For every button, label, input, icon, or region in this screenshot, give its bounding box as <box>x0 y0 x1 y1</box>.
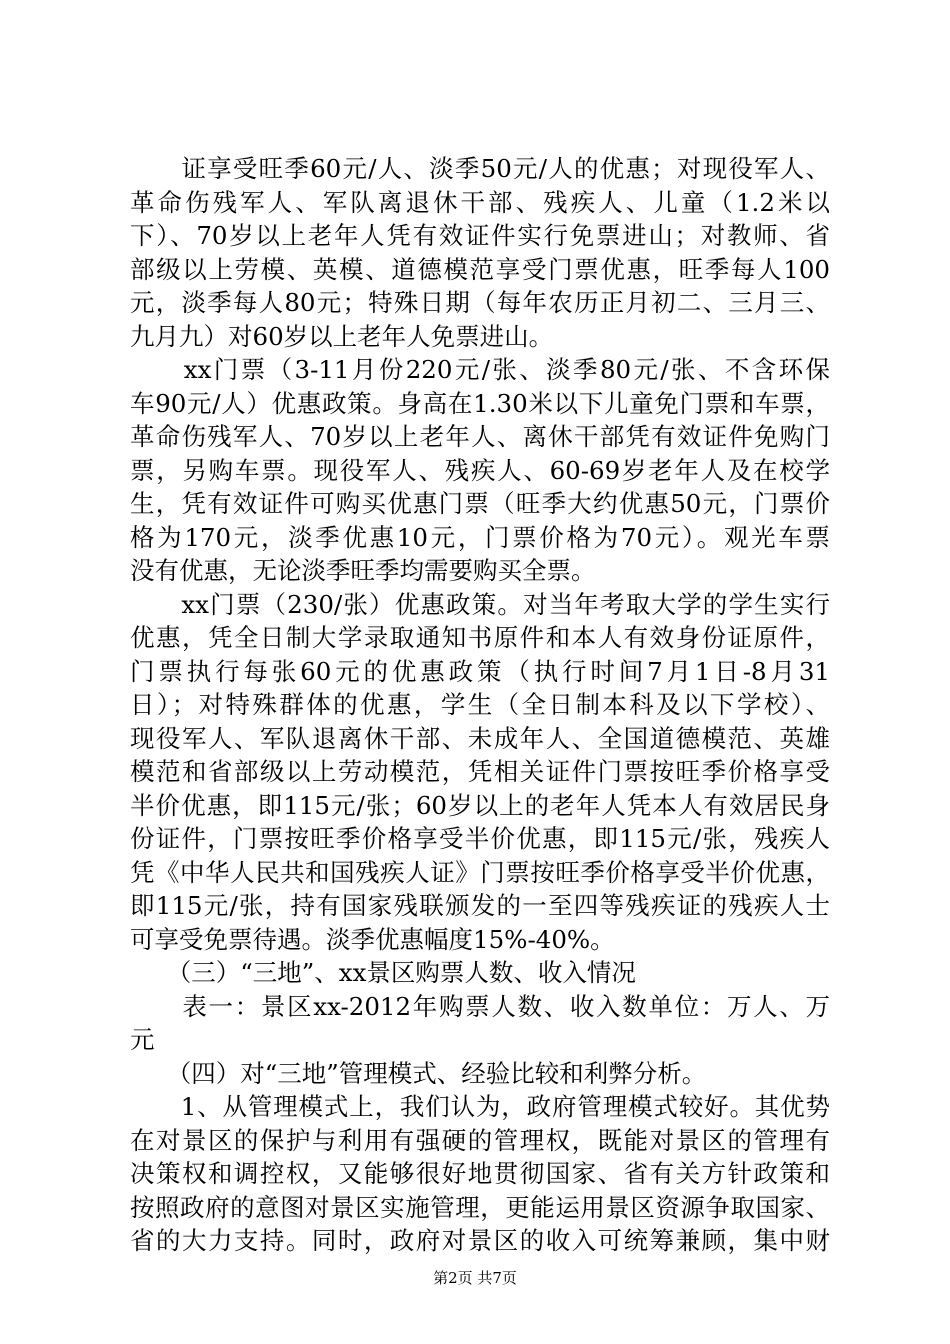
document-body <box>130 152 830 1258</box>
text-line: 票，另购车票。现役军人、残疾人、60-69岁老年人及在校学 <box>130 455 830 485</box>
text-line: 下）、70岁以上老年人凭有效证件实行免票进山；对教师、省 <box>130 221 830 250</box>
page-footer: 第2页 共7页 <box>433 1269 517 1287</box>
text-line: 门票执行每张60元的优惠政策（执行时间7月1日-8月31 <box>130 656 830 686</box>
text-line: （三）“三地”、xx景区购票人数、收入情况 <box>130 958 636 987</box>
text-line: 凭《中华人民共和国残疾人证》门票按旺季价格享受半价优惠， <box>130 857 830 887</box>
text-line: 优惠，凭全日制大学录取通知书原件和本人有效身份证原件， <box>130 623 830 652</box>
text-line: 半价优惠，即115元/张；60岁以上的老年人凭本人有效居民身 <box>130 790 830 820</box>
text-line: 革命伤残军人、70岁以上老年人、离休干部凭有效证件免购门 <box>130 422 830 451</box>
text-line: 九月九）对60岁以上老年人免票进山。 <box>130 321 554 351</box>
text-line: 模范和省部级以上劳动模范，凭相关证件门票按旺季价格享受 <box>130 757 830 786</box>
text-line: 即115元/张，持有国家残联颁发的一至四等残疾证的残疾人士 <box>130 891 830 920</box>
text-line: xx门票（3-11月份220元/张、淡季80元/张、不含环保 <box>130 355 830 384</box>
text-line: 元，淡季每人80元；特殊日期（每年农历正月初二、三月三、 <box>130 288 830 317</box>
text-line: 份证件，门票按旺季价格享受半价优惠，即115元/张，残疾人 <box>130 824 830 853</box>
text-line: 部级以上劳模、英模、道德模范享受门票优惠，旺季每人100 <box>130 254 830 284</box>
text-line: 在对景区的保护与利用有强硬的管理权，既能对景区的管理有 <box>130 1125 830 1155</box>
text-line: 省的大力支持。同时，政府对景区的收入可统筹兼顾，集中财 <box>130 1226 830 1255</box>
text-line: 可享受免票待遇。淡季优惠幅度15%-40%。 <box>130 924 615 954</box>
text-line: 按照政府的意图对景区实施管理，更能运用景区资源争取国家、 <box>130 1192 830 1222</box>
text-line: 决策权和调控权，又能够很好地贯彻国家、省有关方针政策和 <box>130 1159 830 1188</box>
text-line: 证享受旺季60元/人、淡季50元/人的优惠；对现役军人、 <box>130 154 830 183</box>
text-line: 没有优惠，无论淡季旺季均需要购买全票。 <box>130 556 596 585</box>
text-line: 1、从管理模式上，我们认为，政府管理模式较好。其优势 <box>130 1092 830 1121</box>
text-line: 革命伤残军人、军队离退休干部、残疾人、儿童（1.2米以 <box>130 187 830 217</box>
text-line: 元 <box>130 1025 155 1054</box>
text-line: （四）对“三地”管理模式、经验比较和利弊分析。 <box>130 1058 707 1088</box>
text-line: 日）；对特殊群体的优惠，学生（全日制本科及以下学校）、 <box>130 690 830 719</box>
text-line: 格为170元，淡季优惠10元，门票价格为70元）。观光车票 <box>130 522 830 552</box>
text-line: xx门票（230/张）优惠政策。对当年考取大学的学生实行 <box>130 589 830 619</box>
text-line: 表一：景区xx-2012年购票人数、收入数单位：万人、万 <box>130 991 830 1021</box>
text-line: 现役军人、军队退离休干部、未成年人、全国道德模范、英雄 <box>130 723 830 753</box>
text-line: 车90元/人）优惠政策。身高在1.30米以下儿童免门票和车票， <box>130 388 830 418</box>
text-line: 生，凭有效证件可购买优惠门票（旺季大约优惠50元，门票价 <box>130 489 830 518</box>
